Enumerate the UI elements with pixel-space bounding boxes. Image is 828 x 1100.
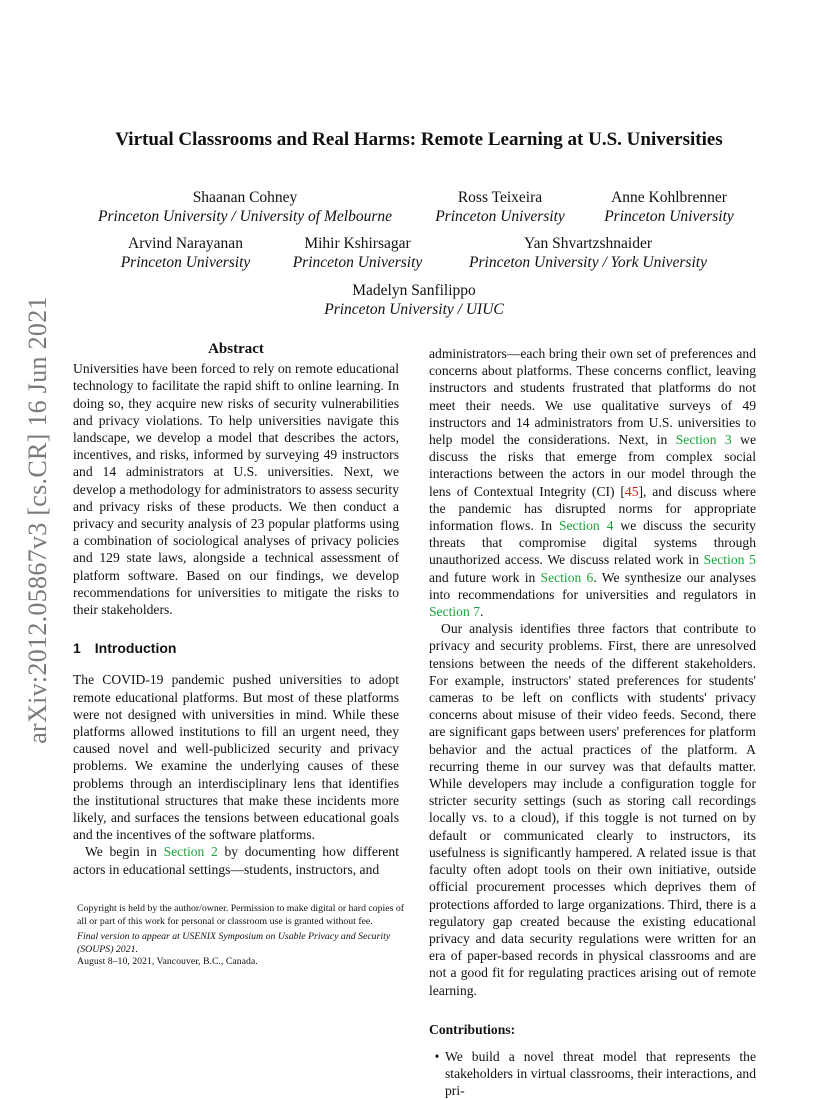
paper-title: Virtual Classrooms and Real Harms: Remote Learning at U.S. Universities bbox=[115, 129, 723, 150]
section-link[interactable]: Section 5 bbox=[703, 552, 756, 568]
list-item-text: We build a novel threat model that represents the stakeholders in virtual classrooms, their interactions, and pri- bbox=[445, 1048, 756, 1099]
author-name: Yan Shvartzshnaider bbox=[523, 235, 652, 252]
copyright-footnote bbox=[77, 903, 405, 969]
author-affiliation: Princeton University / University of Melbourne bbox=[97, 208, 392, 225]
author-name: Mihir Kshirsagar bbox=[304, 235, 411, 252]
section-link[interactable]: Section 4 bbox=[558, 518, 614, 534]
author-affiliation: Princeton University bbox=[604, 208, 734, 225]
body-paragraph: Our analysis identifies three factors that contribute to privacy and security problems. First, there are unresolved tensions between the needs of the different stakeholders. For example, instructors' stated preferences for students' cameras to be left on conflicts with students' privacy concerns about misuse of their video feeds. Second, there are significant gaps between users' preferences for platform behavior and the actual practices of the platform. A recurring theme in our survey was that defaults matter. While developers may include a configuration toggle for stricter security settings (such as storing call recordings locally vs. to a cloud), if this toggle is not turned on by default or communicated clearly to instructors, its usefulness is significantly hampered. A related issue is that faculty often adopt tools on their own initiative, outside official procurement processes which deprives them of protections afforded to large organizations. Third, there is a regulatory gap created because the existing educational privacy and data security regulations were written for an era of paper-based records in physical classrooms and are not a good fit for regulating practices arising out of remote learning. bbox=[429, 621, 756, 998]
text-run: we discuss the risks that emerge from complex social interactions between the actors in our model through the lens of Contextual Integrity (CI) [ bbox=[429, 432, 756, 499]
abstract-text: Universities have been forced to rely on remote educational technology to facilitate the rapid shift to online learning. In doing so, they acquire new risks of security vulnerabilities and privacy violations. To help universities navigate this landscape, we develop a model that describes the actors, incentives, and risks, informed by surveying 49 instructors and 14 administrators at U.S. universities. Next, we develop a methodology for administrators to assess security and privacy risks of these products. We then conduct a privacy and security analysis of 23 popular platforms using a combination of sociological analyses of privacy policies and 129 state laws, alongside a technical assessment of platform software. Based on our findings, we develop recommendations for universities to mitigate the risks to their stakeholders. bbox=[73, 361, 399, 618]
author-affiliation: Princeton University / York University bbox=[469, 254, 707, 271]
abstract-heading: Abstract bbox=[208, 341, 264, 357]
text-run: and future work in bbox=[429, 569, 541, 585]
author-block bbox=[425, 188, 575, 226]
author-block bbox=[594, 188, 744, 226]
author-name: Madelyn Sanfilippo bbox=[352, 282, 476, 299]
author-affiliation: Princeton University bbox=[292, 254, 423, 271]
intro-paragraph bbox=[73, 843, 399, 877]
intro-paragraph: The COVID-19 pandemic pushed universities to adopt remote educational platforms. But most of these platforms were not designed with universities in mind. While these platforms allowed institutions to fill an urgent need, they caused novel and well-publicized security and privacy problems. We examine the underlying causes of these problems through an interdisciplinary lens that identifies the institutional structures that make these incidents more likely, and surfaces the tensions between educational goals and the incentives of the software platforms. bbox=[73, 672, 399, 843]
footnote-venue: Final version to appear at USENIX Symposium on Usable Privacy and Security (SOUPS) 2021. bbox=[77, 931, 391, 955]
text-run: . bbox=[479, 604, 484, 620]
author-block bbox=[455, 234, 721, 272]
text-run: we discuss the security threats that compromise digital systems through unauthorized access. We discuss related work in bbox=[429, 518, 756, 568]
section-heading bbox=[73, 640, 399, 657]
contributions-heading: Contributions: bbox=[429, 1021, 516, 1037]
section-link[interactable]: Section 3 bbox=[675, 432, 732, 448]
author-affiliation: Princeton University bbox=[120, 254, 251, 271]
arxiv-stamp: arXiv:2012.05867v3 [cs.CR] 16 Jun 2021 bbox=[23, 296, 52, 744]
right-column bbox=[429, 345, 756, 1100]
author-block bbox=[108, 234, 263, 272]
author-block bbox=[90, 188, 400, 226]
section-link[interactable]: Section 7 bbox=[429, 604, 480, 620]
text-run: . We synthesize our analyses into recommendations for universities and regulators in bbox=[429, 569, 756, 602]
author-block bbox=[280, 234, 435, 272]
left-column bbox=[73, 341, 399, 878]
citation-link[interactable]: 45 bbox=[624, 483, 639, 499]
author-name: Ross Teixeira bbox=[457, 189, 543, 206]
section-number: 1 bbox=[73, 640, 81, 657]
text-run: administrators—each bring their own set of preferences and concerns about platforms. These concerns conflict, leaving instructors and students frustrated that platforms do not meet their needs. We use qualitative surveys of 49 instructors and 14 administrators from U.S. universities to help model the considerations. Next, in bbox=[429, 346, 756, 448]
body-paragraph bbox=[429, 345, 756, 620]
footnote-copyright: Copyright is held by the author/owner. Permission to make digital or hard copies of all or part of this work for personal or classroom use is granted without fee. bbox=[77, 903, 405, 927]
text-run: by documenting how different actors in educational settings—students, instructors, and bbox=[73, 844, 400, 877]
author-name: Anne Kohlbrenner bbox=[611, 189, 727, 206]
author-block bbox=[300, 281, 528, 319]
section-title: Introduction bbox=[94, 640, 177, 657]
section-link[interactable]: Section 6 bbox=[540, 569, 594, 585]
text-run: We begin in bbox=[85, 844, 164, 860]
author-affiliation: Princeton University bbox=[435, 208, 565, 225]
section-link[interactable]: Section 2 bbox=[163, 844, 218, 860]
author-name: Arvind Narayanan bbox=[128, 235, 243, 252]
text-run: ], and discuss where the pandemic has disrupted norms for appropriate information flows. In bbox=[429, 483, 756, 534]
list-item bbox=[429, 1048, 756, 1100]
footnote-dates: August 8–10, 2021, Vancouver, B.C., Canada. bbox=[77, 956, 258, 967]
bullet-icon: • bbox=[434, 1048, 440, 1064]
author-affiliation: Princeton University / UIUC bbox=[324, 301, 504, 318]
author-name: Shaanan Cohney bbox=[192, 189, 298, 206]
